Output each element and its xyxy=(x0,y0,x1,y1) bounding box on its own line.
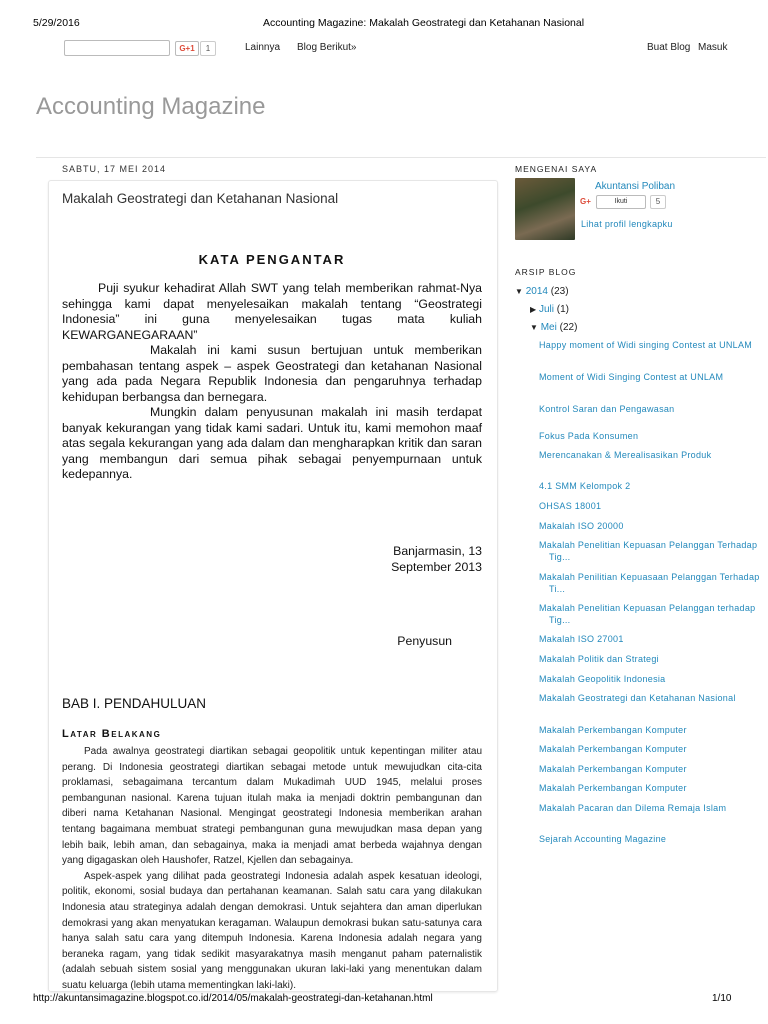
archive-post-link[interactable]: Happy moment of Widi singing Contest at UNLAM xyxy=(539,340,753,350)
blog-title[interactable]: Accounting Magazine xyxy=(36,93,266,120)
gplus-icon: G+ xyxy=(580,197,591,206)
archive-post-link[interactable]: OHSAS 18001 xyxy=(539,501,602,511)
signer: Penyusun xyxy=(397,634,452,648)
search-input[interactable] xyxy=(64,40,170,56)
archive-post-link[interactable]: Merencanakan & Merealisasikan Produk xyxy=(539,450,712,460)
place-line-1: Banjarmasin, 13 xyxy=(393,544,482,558)
archive-post-link[interactable]: Makalah Perkembangan Komputer xyxy=(539,744,687,754)
archive-post-link[interactable]: Makalah Penelitian Kepuasan Pelanggan terhadap Tig... xyxy=(539,603,756,625)
archive-mei-link[interactable]: Mei xyxy=(540,322,557,333)
collapsed-triangle-icon[interactable]: ▶ xyxy=(530,305,537,314)
archive-post-link[interactable]: Fokus Pada Konsumen xyxy=(539,431,639,441)
archive-juli-count: (1) xyxy=(556,304,569,315)
archive-year-row xyxy=(515,286,569,297)
place-date xyxy=(300,544,482,575)
archive-post-link[interactable]: Sejarah Accounting Magazine xyxy=(539,834,667,844)
archive-month-mei xyxy=(530,322,577,333)
profile-photo[interactable] xyxy=(515,178,575,240)
expanded-triangle-icon[interactable]: ▼ xyxy=(530,323,538,332)
archive-juli-link[interactable]: Juli xyxy=(538,304,554,315)
archive-post-link[interactable]: Moment of Widi Singing Contest at UNLAM xyxy=(539,372,724,382)
preface-paragraph-1: Puji syukur kehadirat Allah SWT yang telah memberikan rahmat-Nya sehingga kami dapat menyelesaikan makalah tentang “Geostrategi Indonesia” ini guna menyelesaikan tugas mata kuliah KEWARGANEGARAAN” xyxy=(62,281,482,342)
archive-post-link[interactable]: Makalah Politik dan Strategi xyxy=(539,654,659,664)
archive-month-juli xyxy=(530,304,569,315)
place-line-2: September 2013 xyxy=(391,559,482,574)
archive-post-link[interactable]: Makalah Perkembangan Komputer xyxy=(539,764,687,774)
expanded-triangle-icon[interactable]: ▼ xyxy=(515,287,523,296)
archive-mei-count: (22) xyxy=(559,322,578,333)
archive-post-link[interactable]: Makalah ISO 27001 xyxy=(539,634,624,644)
archive-post-link[interactable]: Makalah Penilitian Kepuasaan Pelanggan Terhadap Ti... xyxy=(539,572,760,594)
archive-post-link[interactable]: Kontrol Saran dan Pengawasan xyxy=(539,404,675,414)
preface-paragraph-2: Makalah ini kami susun bertujuan untuk memberikan pembahasan tentang aspek – aspek Geostrategi dan ketahanan Nasional yang ada pada Negara Republik Indonesia dan pengaruhnya terhadap kehidupan berbangsa dan bernegara. xyxy=(62,343,482,404)
kata-pengantar-heading: KATA PENGANTAR xyxy=(198,252,346,267)
archive-year-link[interactable]: 2014 xyxy=(525,286,548,297)
post-date: SABTU, 17 MEI 2014 xyxy=(62,164,167,174)
archive-year-count: (23) xyxy=(550,286,569,297)
more-menu[interactable]: Lainnya xyxy=(245,42,281,53)
archive-post-link[interactable]: Makalah Pacaran dan Dilema Remaja Islam xyxy=(539,803,727,813)
body-paragraph-2: Aspek-aspek yang dilihat pada geostrategi Indonesia adalah aspek kesatuan ideologi, politik, ekonomi, sosial budaya dan pertahanan keamanan. Salah satu cara yang dilakukan Indonesia atau strateginya adalah dengan demokrasi. Untuk sejahtera dan aman diperlukan demokrasi yang akan menyatukan keragaman. Walaupun demokrasi bukan satu-satunya cara hanya salah satu cara yang ditempuh Indonesia. Karena Indonesia adalah negara yang beraneka ragam, yang tidak sedikit masyarakatnya masih menganut paham paternalistik (adalah sebuah sistem sosial yang menggunakan ukuran laki-laki yang menentukan dalam suatu keluarga (lebih utama mementingkan laki-laki). xyxy=(62,870,482,991)
header-divider xyxy=(36,157,766,158)
preface-paragraph-3: Mungkin dalam penyusunan makalah ini masih terdapat banyak kekurangan yang tidak kami sadari. Untuk itu, kami memohon maaf atas segala kekurangan yang ada dalam dan mengharapkan kritik dan saran yang membangun dari semua pihak sebagai penyempurnaan untuk kedepannya. xyxy=(62,405,482,481)
chapter-heading: BAB I. PENDAHULUAN xyxy=(62,696,207,711)
gplus-count: 1 xyxy=(200,41,216,56)
create-blog-link[interactable]: Buat Blog xyxy=(647,42,691,53)
sign-in-link[interactable]: Masuk xyxy=(698,42,728,53)
post-title: Makalah Geostrategi dan Ketahanan Nasional xyxy=(62,191,339,206)
view-profile-link[interactable]: Lihat profil lengkapku xyxy=(581,219,673,229)
archive-post-link[interactable]: Makalah Perkembangan Komputer xyxy=(539,725,687,735)
archive-post-link[interactable]: Makalah Geostrategi dan Ketahanan Nasional xyxy=(539,693,736,703)
archive-post-link[interactable]: 4.1 SMM Kelompok 2 xyxy=(539,481,631,491)
archive-post-link[interactable]: Makalah Perkembangan Komputer xyxy=(539,783,687,793)
print-page-title: Accounting Magazine: Makalah Geostrategi dan Ketahanan Nasional xyxy=(263,17,585,29)
print-date: 5/29/2016 xyxy=(33,17,80,29)
print-url: http://akuntansimagazine.blogspot.co.id/2014/05/makalah-geostrategi-dan-ketahanan.html xyxy=(33,993,433,1004)
preface-body xyxy=(62,281,482,483)
archive-post-link[interactable]: Makalah Geopolitik Indonesia xyxy=(539,674,666,684)
about-header: MENGENAI SAYA xyxy=(515,164,598,174)
section-heading: Latar Belakang xyxy=(62,728,162,740)
archive-post-link[interactable]: Makalah Penelitian Kepuasan Pelanggan Terhadap Tig... xyxy=(539,540,758,562)
archive-post-link[interactable]: Makalah ISO 20000 xyxy=(539,521,624,531)
archive-header: ARSIP BLOG xyxy=(515,267,577,277)
follow-button[interactable]: Ikuti xyxy=(596,195,646,209)
print-page-number: 1/10 xyxy=(712,993,732,1004)
gplus-button[interactable]: G+1 xyxy=(175,41,199,56)
chapter-body xyxy=(62,744,482,994)
next-blog-link[interactable]: Blog Berikut» xyxy=(297,42,357,53)
body-paragraph-1: Pada awalnya geostrategi diartikan sebagai geopolitik untuk kepentingan militer atau perang. Di Indonesia geostrategi diartikan sebagai metode untuk mewujudkan cita-cita proklamasi, sebagaimana tercantum dalam Mukadimah UUD 1945, melalui proses pembangunan nasional. Karena tujuan itulah maka ia menjadi doktrin pembangunan dan diberi nama Ketahanan Nasional. Mengingat geostrategi Indonesia memberikan arahan tentang bagaimana membuat strategi pembangunan guna mewujudkan masa depan yang lebih baik, lebih aman, dan sebagainya, maka ia menjadi amat berbeda wajahnya dengan yang digagaskan oleh Haushofer, Ratzel, Kjellen dan sebagainya. xyxy=(62,746,482,867)
follow-count: 5 xyxy=(650,195,666,209)
profile-name-link[interactable]: Akuntansi Poliban xyxy=(595,181,676,192)
